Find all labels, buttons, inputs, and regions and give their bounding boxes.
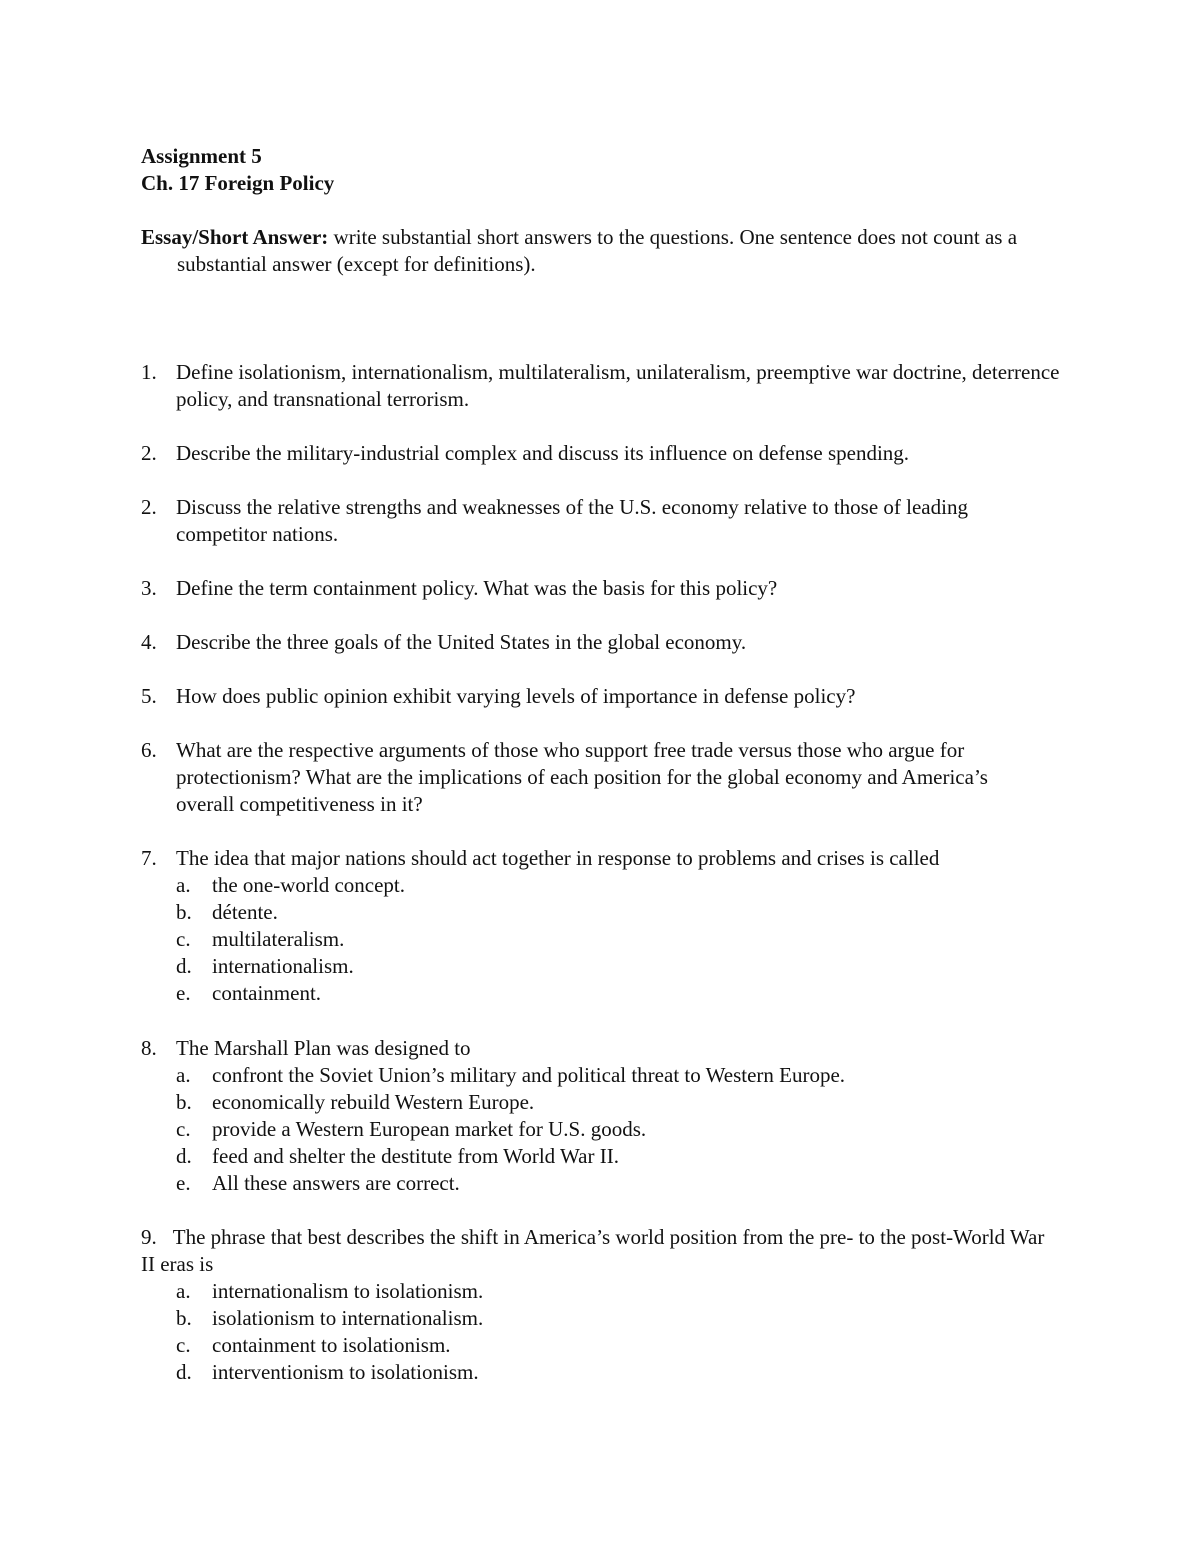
option-letter: a. — [176, 1063, 191, 1087]
question-text: Discuss the relative strengths and weaknesses of the U.S. economy relative to those of leading competitor nations. — [176, 495, 968, 546]
question-text: The idea that major nations should act together in response to problems and crises is called — [176, 846, 940, 870]
question-number: 8. — [141, 1036, 157, 1060]
option-b — [141, 1305, 1056, 1332]
option-d — [141, 1359, 1056, 1386]
option-text: internationalism to isolationism. — [212, 1279, 484, 1303]
question-2a — [141, 440, 1061, 467]
question-number: 2. — [141, 441, 157, 465]
option-letter: c. — [176, 1333, 191, 1357]
question-text: The Marshall Plan was designed to — [176, 1036, 471, 1060]
question-5 — [141, 683, 1061, 710]
question-text — [141, 1224, 1056, 1278]
option-a — [141, 1062, 1061, 1089]
question-body: The phrase that best describes the shift in America’s world position from the pre- to the post-World War II eras is — [141, 1225, 1045, 1276]
option-text: confront the Soviet Union’s military and political threat to Western Europe. — [212, 1063, 846, 1087]
option-text: the one-world concept. — [212, 873, 406, 897]
question-number: 1. — [141, 360, 157, 384]
question-number: 5. — [141, 684, 157, 708]
option-text: feed and shelter the destitute from World War II. — [212, 1144, 619, 1168]
option-text: containment. — [212, 981, 322, 1005]
option-text: All these answers are correct. — [212, 1171, 460, 1195]
question-7 — [141, 845, 1061, 1007]
option-text: economically rebuild Western Europe. — [212, 1090, 535, 1114]
option-text: internationalism. — [212, 954, 354, 978]
question-text: Define the term containment policy. What was the basis for this policy? — [176, 576, 778, 600]
option-letter: e. — [176, 981, 191, 1005]
question-number: 2. — [141, 495, 157, 519]
option-a — [141, 872, 1061, 899]
assignment-title: Assignment 5 — [141, 144, 262, 168]
question-3 — [141, 575, 1061, 602]
option-c — [141, 1116, 1061, 1143]
question-text: Describe the three goals of the United States in the global economy. — [176, 630, 747, 654]
question-text: Describe the military-industrial complex and discuss its influence on defense spending. — [176, 441, 910, 465]
option-d — [141, 1143, 1061, 1170]
option-letter: d. — [176, 954, 192, 978]
question-text: What are the respective arguments of those who support free trade versus those who argue for protectionism? What are the implications of each position for the global economy and America’s overall competitiveness in it? — [176, 738, 988, 816]
option-text: interventionism to isolationism. — [212, 1360, 479, 1384]
question-text: How does public opinion exhibit varying levels of importance in defense policy? — [176, 684, 856, 708]
title-block — [141, 143, 334, 197]
question-number: 4. — [141, 630, 157, 654]
option-letter: a. — [176, 873, 191, 897]
options-list — [141, 872, 1061, 1007]
option-b — [141, 899, 1061, 926]
option-c — [141, 1332, 1056, 1359]
option-a — [141, 1278, 1056, 1305]
option-letter: e. — [176, 1171, 191, 1195]
options-list — [141, 1062, 1061, 1197]
option-c — [141, 926, 1061, 953]
option-e — [141, 980, 1061, 1007]
question-text: Define isolationism, internationalism, multilateralism, unilateralism, preemptive war doctrine, deterrence policy, and transnational terrorism. — [176, 360, 1060, 411]
option-letter: c. — [176, 927, 191, 951]
question-9 — [141, 1224, 1056, 1386]
instructions-text: write substantial short answers to the questions. One sentence does not count as a substantial answer (except for definitions). — [177, 225, 1018, 276]
question-2b — [141, 494, 1061, 548]
question-number: 7. — [141, 846, 157, 870]
option-e — [141, 1170, 1061, 1197]
option-b — [141, 1089, 1061, 1116]
option-text: multilateralism. — [212, 927, 345, 951]
option-d — [141, 953, 1061, 980]
option-letter: b. — [176, 1090, 192, 1114]
option-letter: b. — [176, 900, 192, 924]
instructions — [141, 224, 1077, 278]
instructions-lead: Essay/Short Answer: — [141, 225, 329, 249]
option-letter: a. — [176, 1279, 191, 1303]
question-4 — [141, 629, 1061, 656]
option-letter: c. — [176, 1117, 191, 1141]
option-text: détente. — [212, 900, 278, 924]
option-letter: d. — [176, 1360, 192, 1384]
chapter-title: Ch. 17 Foreign Policy — [141, 171, 335, 195]
question-number: 6. — [141, 738, 157, 762]
question-1 — [141, 359, 1061, 413]
question-6 — [141, 737, 1061, 818]
question-8 — [141, 1035, 1061, 1197]
question-number: 9. — [141, 1225, 157, 1249]
option-letter: d. — [176, 1144, 192, 1168]
option-text: isolationism to internationalism. — [212, 1306, 484, 1330]
options-list — [141, 1278, 1056, 1386]
option-text: provide a Western European market for U.S. goods. — [212, 1117, 647, 1141]
question-number: 3. — [141, 576, 157, 600]
option-letter: b. — [176, 1306, 192, 1330]
option-text: containment to isolationism. — [212, 1333, 451, 1357]
